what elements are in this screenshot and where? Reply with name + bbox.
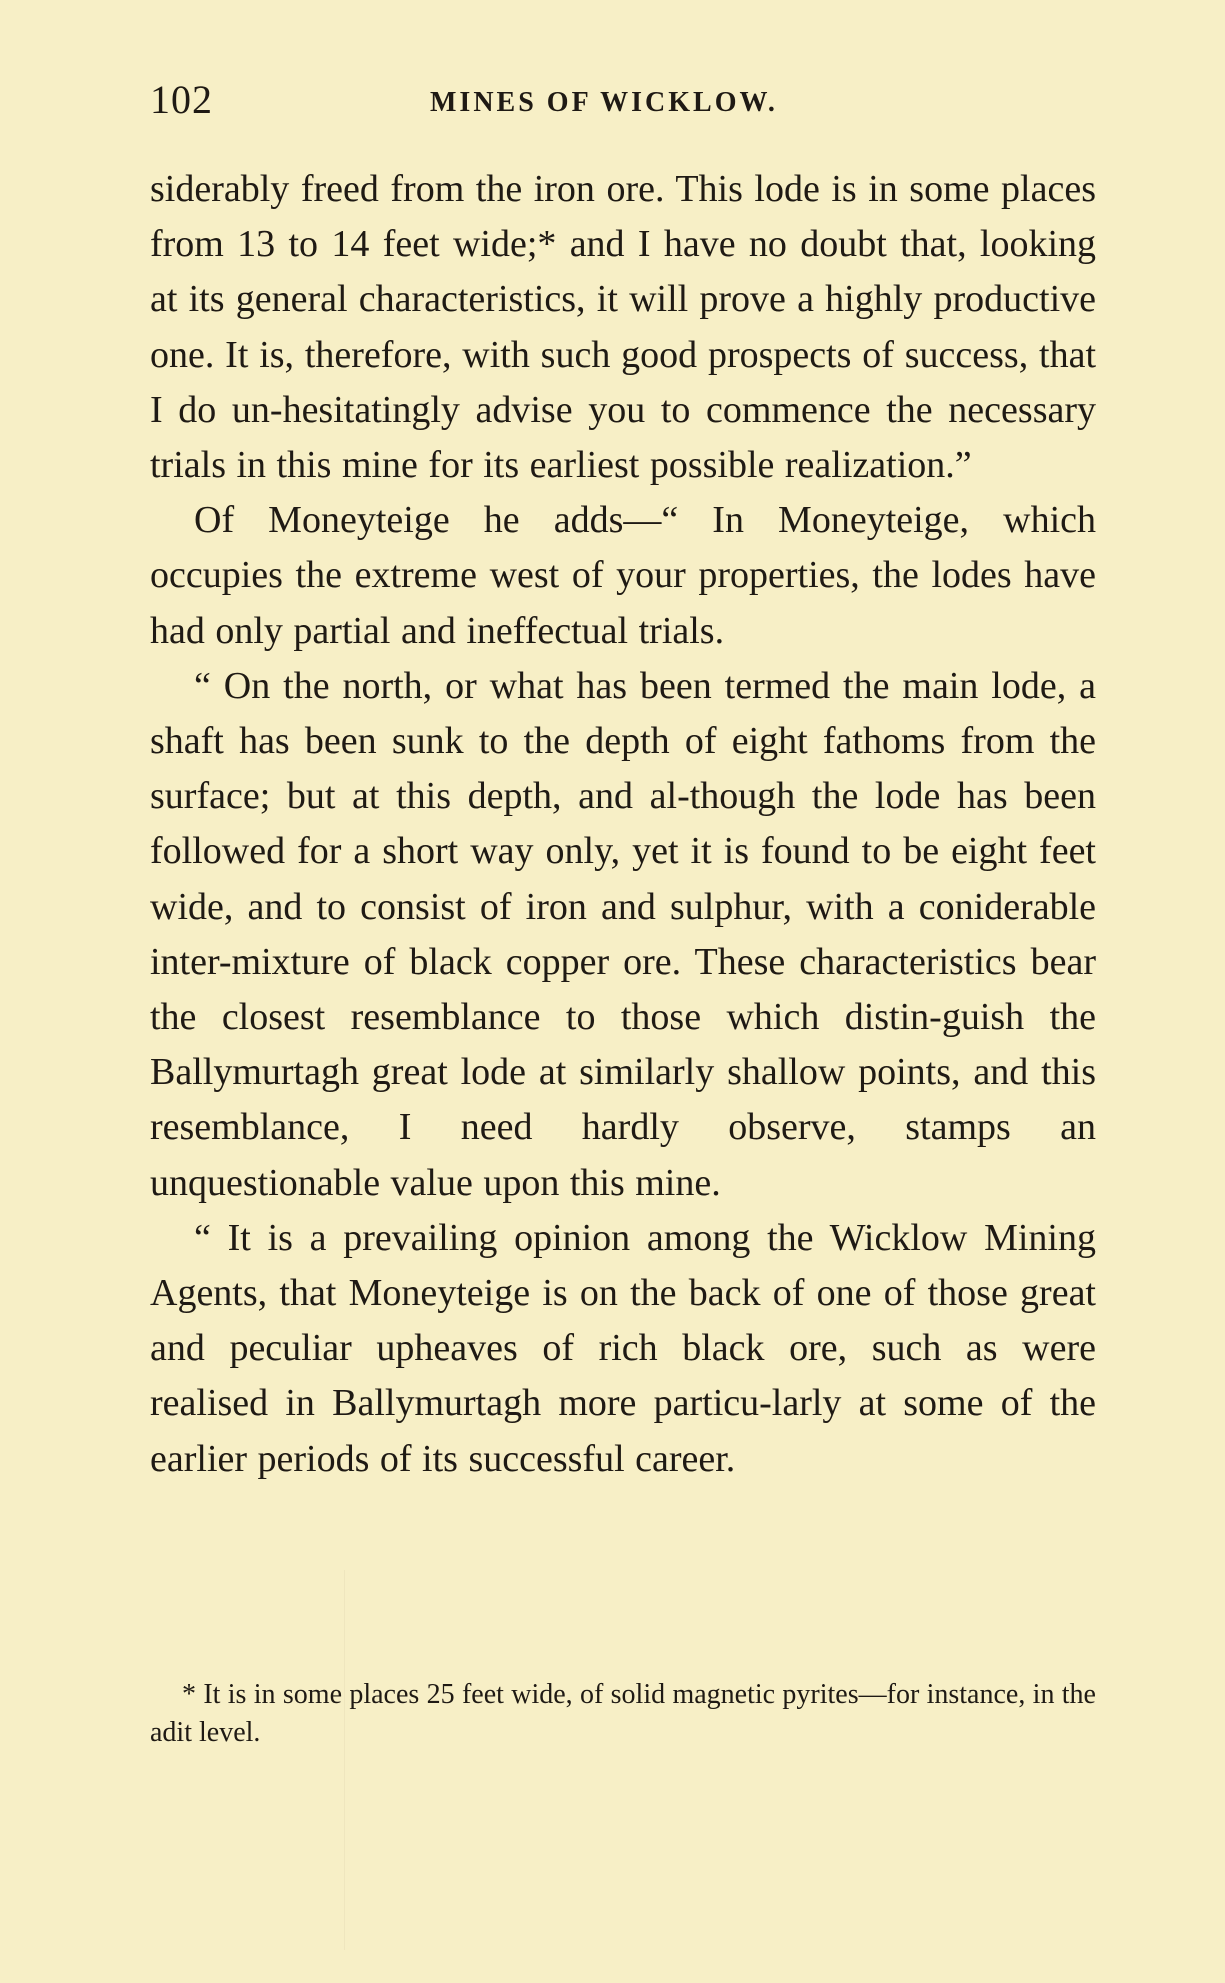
page-number: 102	[150, 77, 213, 122]
paragraph-main-lode: “ On the north, or what has been termed the main lode, a shaft has been sunk to the depth of eight fathoms from the surface; but at this depth, and al-though the lode has been followed for a short way only, yet it is found to be eight feet wide, and to consist of iron and sulphur, with a coniderable inter-mixture of black copper ore. These characteristics bear the closest resemblance to those which distin-guish the Ballymurtagh great lode at similarly shallow points, and this resemblance, I need hardly observe, stamps an unquestionable value upon this mine.	[150, 664, 1096, 1204]
paragraph-moneyteige-intro: Of Moneyteige he adds—“ In Moneyteige, which occupies the extreme west of your properties, the lodes have had only partial and ineffectual trials.	[150, 499, 1096, 652]
paragraph-prevailing-opinion: “ It is a prevailing opinion among the Wicklow Mining Agents, that Moneyteige is on the back of one of those great and peculiar upheaves of rich black ore, such as were realised in Ballymurtagh more particu-larly at some of the earlier periods of its successful career.	[150, 1216, 1096, 1480]
page-edge-mark	[344, 1570, 345, 1950]
body-text	[150, 162, 1096, 1487]
running-head	[150, 75, 1096, 125]
header-title: MINES OF WICKLOW.	[430, 87, 778, 118]
footnote: * It is in some places 25 feet wide, of solid magnetic pyrites—for instance, in the adit level.	[150, 1679, 1096, 1748]
paragraph-continuation: siderably freed from the iron ore. This lode is in some places from 13 to 14 feet wide;* and I have no doubt that, looking at its general characteristics, it will prove a highly productive one. It is, therefore, with such good prospects of success, that I do un-hesitatingly advise you to commence the necessary trials in this mine for its earliest possible realization.”	[150, 168, 1096, 487]
